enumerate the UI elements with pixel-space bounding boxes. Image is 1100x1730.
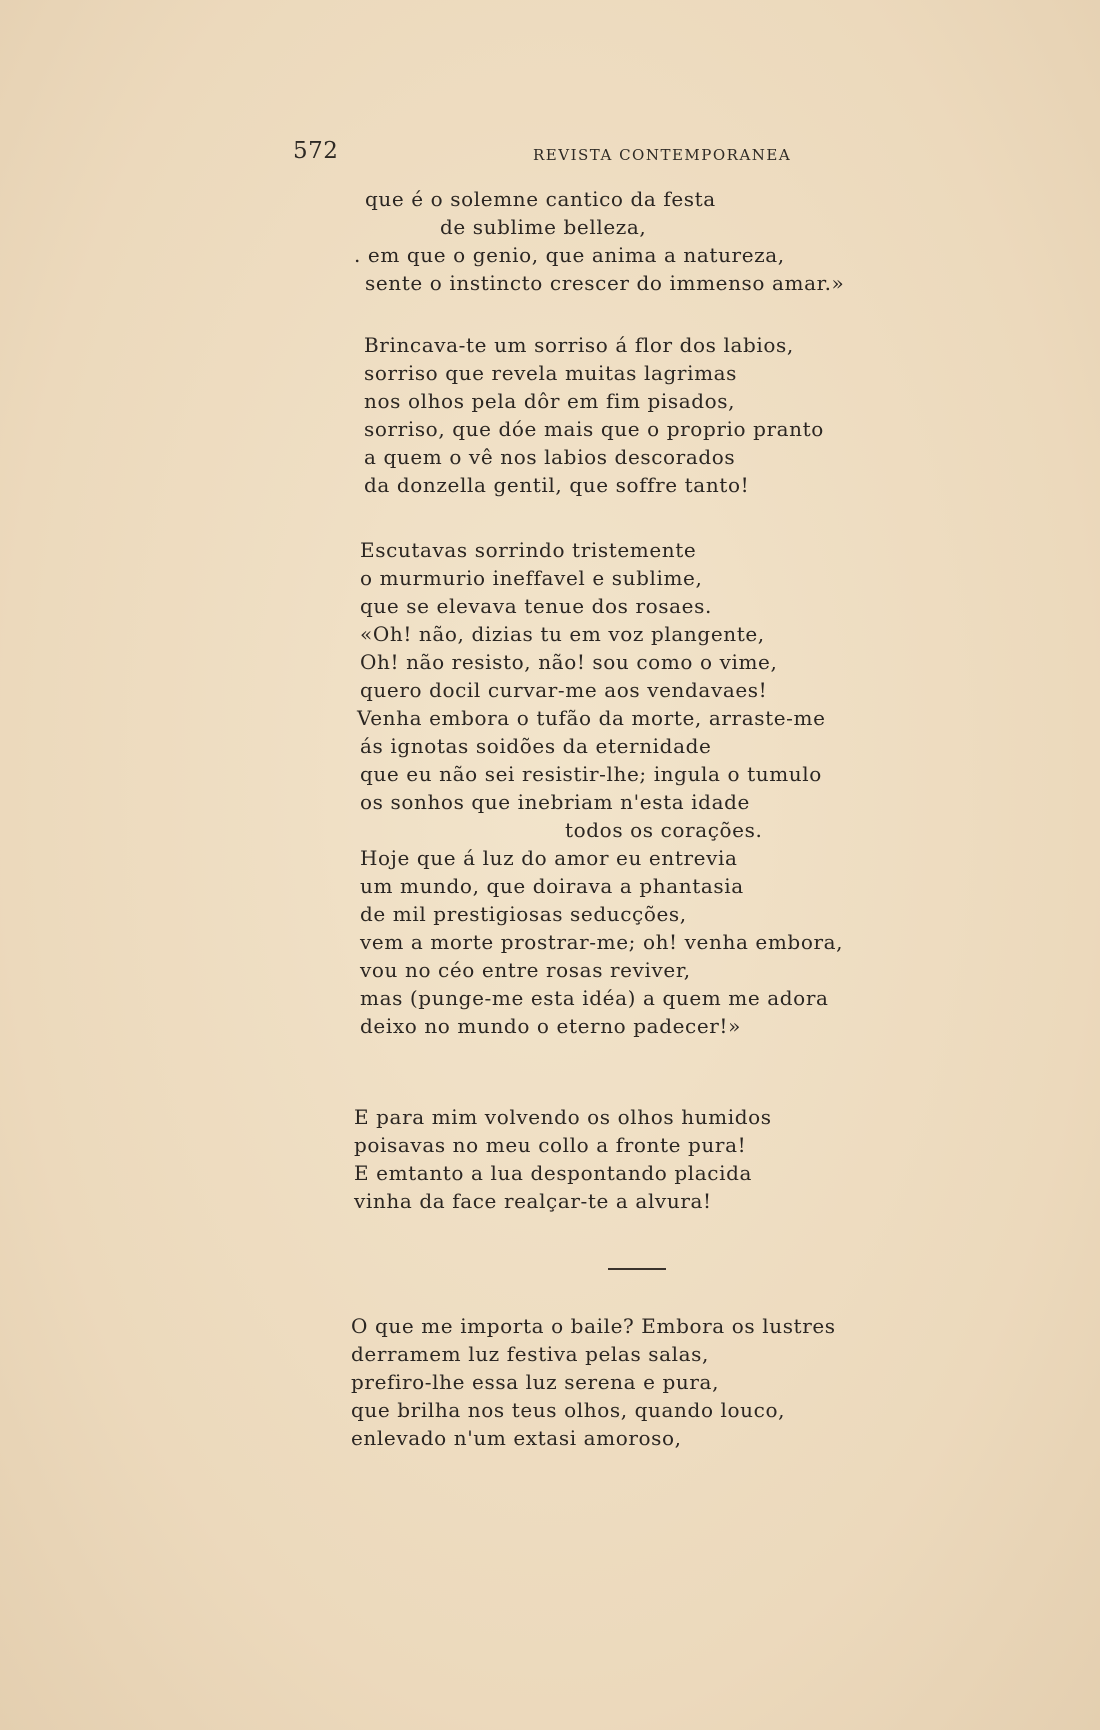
stanza-5 — [351, 1312, 836, 1452]
verse-line: poisavas no meu collo a fronte pura! — [354, 1133, 747, 1157]
verse-line: . em que o genio, que anima a natureza, — [354, 243, 785, 267]
verse-line: sorriso que revela muitas lagrimas — [364, 361, 738, 385]
stanza-2 — [364, 331, 824, 499]
verse-line: que é o solemne cantico da festa — [365, 187, 716, 211]
verse-line: deixo no mundo o eterno padecer!» — [360, 1014, 741, 1038]
verse-line: vou no céo entre rosas reviver, — [360, 958, 691, 982]
verse-line: Hoje que á luz do amor eu entrevia — [360, 846, 738, 870]
verse-line: que brilha nos teus olhos, quando louco, — [351, 1398, 786, 1422]
verse-line: que se elevava tenue dos rosaes. — [360, 594, 712, 618]
verse-line: vinha da face realçar-te a alvura! — [354, 1189, 712, 1213]
running-head: REVISTA CONTEMPORANEA — [533, 146, 792, 164]
verse-line: nos olhos pela dôr em fim pisados, — [364, 389, 736, 413]
verse-line: O que me importa o baile? Embora os lustres — [351, 1314, 836, 1338]
verse-line: Oh! não resisto, não! sou como o vime, — [360, 650, 778, 674]
verse-line: ás ignotas soidões da eternidade — [360, 734, 712, 758]
section-divider — [608, 1268, 666, 1270]
verse-line: que eu não sei resistir-lhe; ingula o tumulo — [360, 762, 822, 786]
page-number: 572 — [293, 138, 339, 164]
verse-line: prefiro-lhe essa luz serena e pura, — [351, 1370, 720, 1394]
verse-line: de sublime belleza, — [440, 215, 647, 239]
verse-line: Escutavas sorrindo tristemente — [360, 538, 697, 562]
verse-line: quero docil curvar-me aos vendavaes! — [360, 678, 768, 702]
verse-line: sorriso, que dóe mais que o proprio pranto — [364, 417, 824, 441]
verse-line: «Oh! não, dizias tu em voz plangente, — [360, 622, 765, 646]
verse-line: E para mim volvendo os olhos humidos — [354, 1105, 772, 1129]
verse-line: E emtanto a lua despontando placida — [354, 1161, 752, 1185]
verse-line: vem a morte prostrar-me; oh! venha embora, — [360, 930, 844, 954]
verse-line: Brincava-te um sorriso á flor dos labios, — [364, 333, 794, 357]
verse-line: da donzella gentil, que soffre tanto! — [364, 473, 750, 497]
verse-line: a quem o vê nos labios descorados — [364, 445, 736, 469]
verse-line: derramem luz festiva pelas salas, — [351, 1342, 710, 1366]
stanza-4 — [354, 1103, 772, 1215]
verse-line: enlevado n'um extasi amoroso, — [351, 1426, 682, 1450]
verse-line: mas (punge-me esta idéa) a quem me adora — [360, 986, 829, 1010]
verse-line: os sonhos que inebriam n'esta idade — [360, 790, 750, 814]
verse-line: um mundo, que doirava a phantasia — [360, 874, 744, 898]
stanza-3 — [357, 536, 844, 1040]
verse-line: sente o instincto crescer do immenso amar.» — [365, 271, 845, 295]
verse-line: todos os corações. — [565, 818, 763, 842]
verse-line: o murmurio ineffavel e sublime, — [360, 566, 703, 590]
verse-line: Venha embora o tufão da morte, arraste-me — [357, 706, 826, 730]
stanza-1 — [354, 185, 845, 297]
verse-line: de mil prestigiosas seducções, — [360, 902, 687, 926]
